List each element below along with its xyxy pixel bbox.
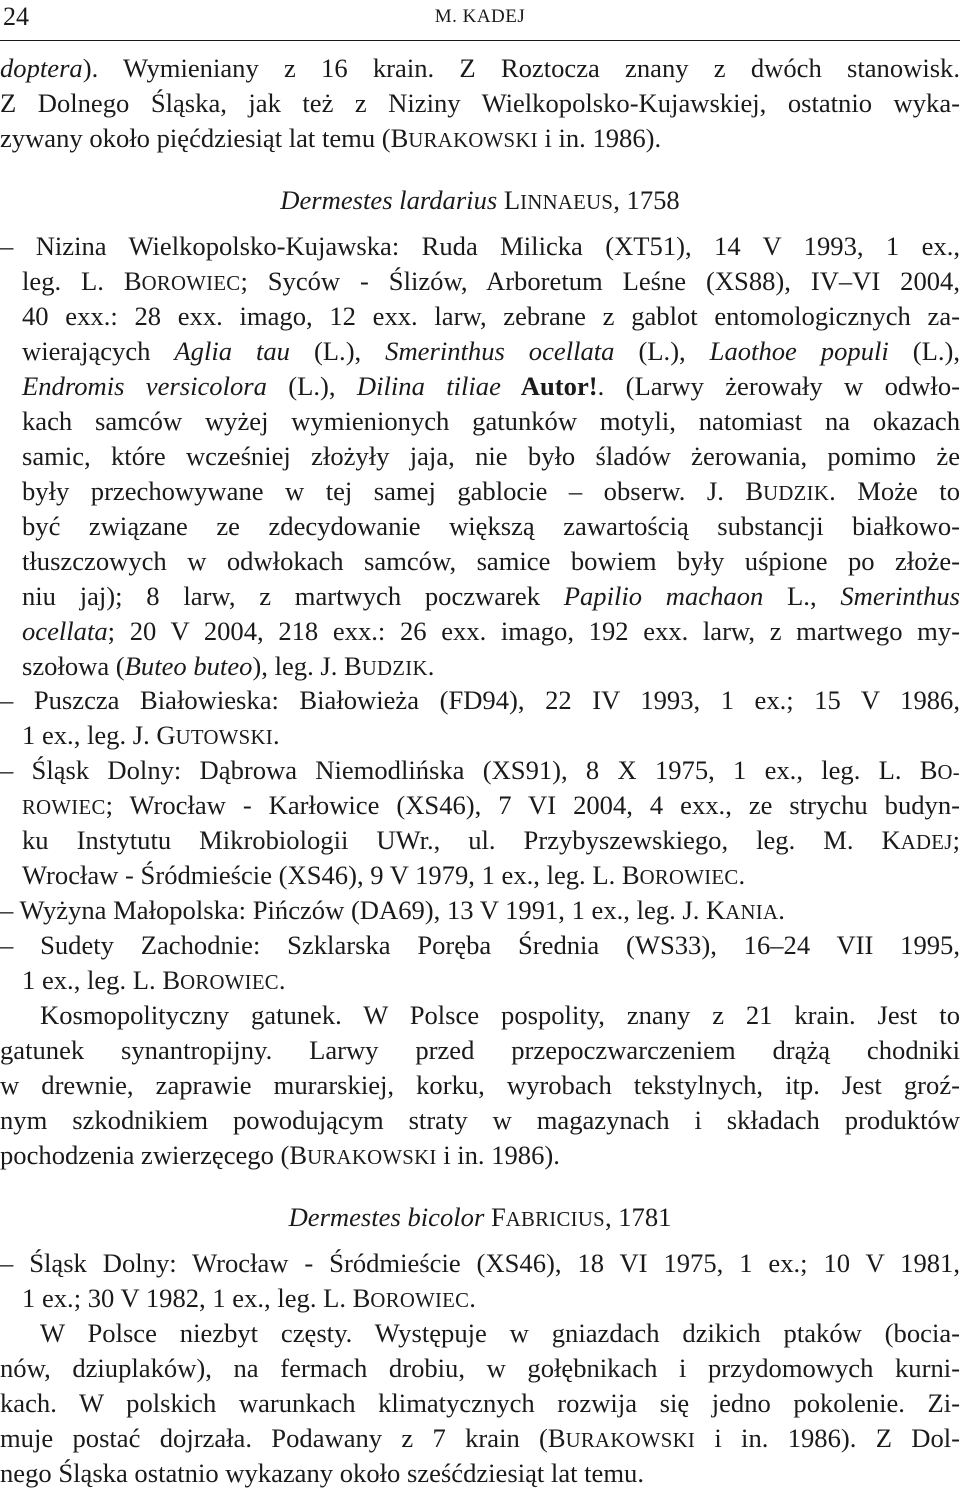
- author-name: URAKOWSKI: [565, 1429, 696, 1452]
- author-name: O-: [937, 762, 960, 785]
- text-line: [0, 822, 960, 858]
- text-run: w drewnie, zaprawie murarskiej, korku, wyrobach tekstylnych, itp. Jest groź-: [0, 1069, 960, 1100]
- text-line: [0, 997, 960, 1033]
- taxon-name: Dilina tiliae: [356, 371, 501, 402]
- text-run: i in. 1986).: [537, 122, 662, 153]
- text-run: kach samców wyżej wymienionych gatunków motyli, natomiast na okazach: [22, 406, 960, 437]
- text-run: (L.),: [289, 336, 386, 367]
- page-number: 24: [3, 2, 29, 31]
- text-line: [0, 368, 960, 404]
- text-line: [0, 473, 960, 509]
- text-run: muje postać dojrzała. Podawany z 7 krain (B: [0, 1422, 566, 1453]
- text-line: [0, 1385, 960, 1421]
- author-name: ANIA: [725, 902, 779, 925]
- text-run: . Może to: [829, 475, 960, 506]
- text-run: – Wyżyna Małopolska: Pińczów (DA69), 13 V 1991, 1 ex., leg. J. K: [0, 895, 726, 926]
- author-name: OROWIEC: [370, 1290, 470, 1313]
- text-run: ; Syców - Ślizów, Arboretum Leśne (XS88), IV–VI 2004,: [240, 266, 960, 297]
- text-run: , 1781: [604, 1201, 672, 1232]
- text-line: [0, 182, 960, 218]
- text-run: Autor!: [500, 371, 598, 402]
- author-name: ABRICIUS: [505, 1208, 605, 1231]
- text-run: tłuszczowych w odwłokach samców, samice bowiem były uśpione po złoże-: [22, 545, 960, 576]
- taxon-name: Smerinthus: [840, 580, 960, 611]
- text-line: [0, 438, 960, 474]
- text-run: ;: [952, 825, 960, 856]
- running-head-author: M. KADEJ: [434, 6, 526, 27]
- text-line: [0, 228, 960, 264]
- text-run: – Sudety Zachodnie: Szklarska Poręba Średnia (WS33), 16–24 VII 1995,: [0, 929, 960, 960]
- text-run: być związane ze zdecydowanie większą zawartością substancji białkowo-: [22, 510, 960, 541]
- text-line: [0, 1455, 960, 1491]
- author-name: UTOWSKI: [175, 727, 273, 750]
- text-line: [0, 787, 960, 823]
- text-line: [0, 1420, 960, 1456]
- author-name: URAKOWSKI: [408, 129, 538, 152]
- header-rule: [0, 40, 960, 41]
- taxon-name: Endromis versicolora: [22, 371, 267, 402]
- text-run: nego Śląska ostatnio wykazany około sześćdziesiąt lat temu.: [0, 1457, 644, 1488]
- text-line: [0, 892, 960, 928]
- text-line: [0, 333, 960, 369]
- text-line: [0, 857, 960, 893]
- text-line: [0, 962, 960, 998]
- text-run: .: [469, 1283, 476, 1314]
- text-run: – Puszcza Białowieska: Białowieża (FD94), 22 IV 1993, 1 ex.; 15 V 1986,: [0, 685, 960, 716]
- text-run: 1 ex.; 30 V 1982, 1 ex., leg. L. B: [22, 1283, 371, 1314]
- text-line: [0, 1102, 960, 1138]
- text-line: [0, 403, 960, 439]
- text-run: .: [778, 895, 785, 926]
- text-line: [0, 50, 960, 86]
- text-run: ku Instytutu Mikrobiologii UWr., ul. Przybyszewskiego, leg. M. K: [22, 825, 901, 856]
- text-run: .: [278, 964, 286, 995]
- text-run: – Nizina Wielkopolsko-Kujawska: Ruda Milicka (XT51), 14 V 1993, 1 ex.,: [0, 231, 960, 262]
- text-line: [0, 263, 960, 299]
- text-run: były przechowywane w tej samej gablocie – obserw. J. B: [22, 475, 764, 506]
- text-line: [0, 927, 960, 963]
- text-run: (L.),: [888, 336, 960, 367]
- text-line: [0, 298, 960, 334]
- text-line: [0, 1199, 960, 1235]
- author-name: ROWIEC: [22, 797, 106, 820]
- text-line: [0, 1315, 960, 1351]
- text-line: [0, 1350, 960, 1386]
- text-run: 1 ex., leg. J. G: [22, 720, 176, 751]
- text-line: [0, 1245, 960, 1281]
- text-run: 40 exx.: 28 exx. imago, 12 exx. larw, zebrane z gablot entomologicznych za-: [22, 301, 960, 332]
- text-run: nym szkodnikiem powodującym straty w magazynach i składach produktów: [0, 1104, 960, 1135]
- text-run: (L.),: [614, 336, 710, 367]
- text-run: gatunek synantropijny. Larwy przed przepoczwarczeniem drążą chodniki: [0, 1034, 960, 1065]
- taxon-name: Laothoe populi: [709, 336, 889, 367]
- text-line: [0, 613, 960, 649]
- taxon-name: ocellata: [22, 615, 108, 646]
- text-run: leg. L. B: [22, 266, 142, 297]
- text-run: ), leg. J. B: [252, 650, 362, 681]
- text-line: [0, 1137, 960, 1173]
- text-run: – Śląsk Dolny: Dąbrowa Niemodlińska (XS91), 8 X 1975, 1 ex., leg. L. B: [0, 755, 938, 786]
- text-line: [0, 543, 960, 579]
- text-line: [0, 1067, 960, 1103]
- taxon-name: Smerinthus ocellata: [385, 336, 615, 367]
- text-run: pochodzenia zwierzęcego (B: [0, 1139, 308, 1170]
- text-run: kach. W polskich warunkach klimatycznych rozwija się jedno pokolenie. Zi-: [0, 1387, 960, 1418]
- taxon-name: Dermestes bicolor: [288, 1201, 485, 1232]
- text-run: F: [484, 1201, 506, 1232]
- text-line: [0, 120, 960, 156]
- text-run: szołowa (: [22, 650, 125, 681]
- text-line: [0, 1032, 960, 1068]
- text-run: L: [497, 184, 521, 215]
- text-line: [0, 85, 960, 121]
- text-run: zywany około pięćdziesiąt lat temu (B: [0, 122, 409, 153]
- text-line: [0, 578, 960, 614]
- text-run: . (Larwy żerowały w odwło-: [597, 371, 960, 402]
- text-run: W Polsce niezbyt częsty. Występuje w gniazdach dzikich ptaków (bocia-: [40, 1318, 960, 1349]
- text-run: .: [272, 720, 280, 751]
- taxon-name: Dermestes lardarius: [280, 184, 498, 215]
- text-run: Z Dolnego Śląska, jak też z Niziny Wielkopolsko-Kujawskiej, ostatnio wyka-: [0, 87, 960, 118]
- author-name: UDZIK: [763, 482, 830, 505]
- text-run: samic, które wcześniej złożyły jaja, nie było śladów żerowania, pomimo że: [22, 441, 960, 472]
- author-name: OROWIEC: [180, 971, 279, 994]
- text-line: [0, 682, 960, 718]
- text-line: [0, 717, 960, 753]
- author-name: ADEJ: [900, 832, 953, 855]
- author-name: OROWIEC: [141, 273, 241, 296]
- text-run: – Śląsk Dolny: Wrocław - Śródmieście (XS46), 18 VI 1975, 1 ex.; 10 V 1981,: [0, 1248, 960, 1279]
- text-run: .: [738, 860, 746, 891]
- text-run: 1 ex., leg. L. B: [22, 964, 181, 995]
- text-run: ; Wrocław - Karłowice (XS46), 7 VI 2004, 4 exx., ze strychu budyn-: [105, 790, 960, 821]
- text-line: [0, 508, 960, 544]
- taxon-name: doptera: [0, 52, 83, 83]
- taxon-name: Aglia tau: [174, 336, 290, 367]
- text-run: ). Wymieniany z 16 krain. Z Roztocza znany z dwóch stanowisk.: [82, 52, 960, 83]
- text-line: [0, 1280, 960, 1316]
- text-run: Wrocław - Śródmieście (XS46), 9 V 1979, 1 ex., leg. L. B: [22, 860, 640, 891]
- text-run: nów, dziuplaków), na fermach drobiu, w gołębnikach i przydomowych kurni-: [0, 1352, 960, 1383]
- author-name: INNAEUS: [520, 191, 614, 214]
- text-run: i in. 1986). Z Dol-: [695, 1422, 960, 1453]
- text-run: niu jaj); 8 larw, z martwych poczwarek: [22, 580, 564, 611]
- text-line: [0, 752, 960, 788]
- page-header: [0, 0, 960, 44]
- text-run: ; 20 V 2004, 218 exx.: 26 exx. imago, 192 exx. larw, z martwego my-: [107, 615, 960, 646]
- author-name: URAKOWSKI: [307, 1146, 437, 1169]
- text-run: wierających: [22, 336, 175, 367]
- text-run: (L.),: [266, 371, 357, 402]
- text-run: Kosmopolityczny gatunek. W Polsce pospolity, znany z 21 krain. Jest to: [40, 999, 960, 1030]
- text-run: i in. 1986).: [436, 1139, 560, 1170]
- text-run: L.,: [763, 580, 841, 611]
- taxon-name: Buteo buteo: [124, 650, 253, 681]
- author-name: UDZIK: [361, 657, 428, 680]
- text-line: [0, 648, 960, 684]
- taxon-name: Papilio machaon: [563, 580, 764, 611]
- author-name: OROWIEC: [639, 867, 739, 890]
- text-run: , 1758: [613, 184, 680, 215]
- text-run: .: [427, 650, 435, 681]
